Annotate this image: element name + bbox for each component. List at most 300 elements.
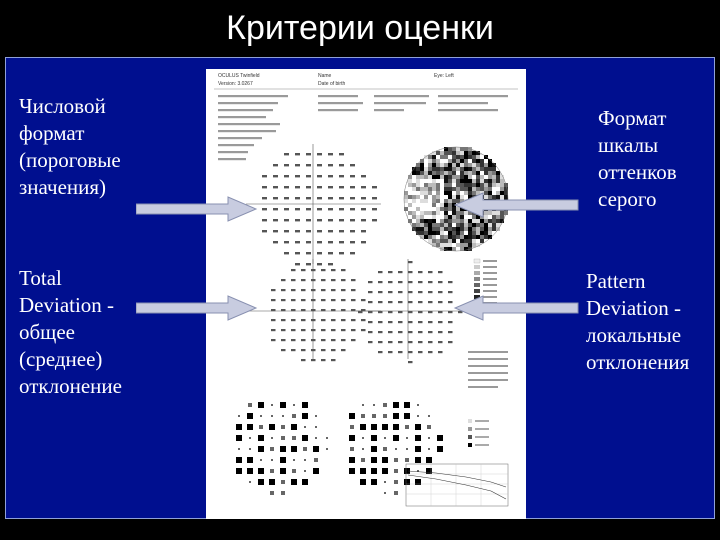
map-cell <box>317 175 322 177</box>
gray-cell <box>464 227 468 231</box>
map-cell <box>438 331 443 333</box>
gray-cell <box>416 179 420 183</box>
map-cell <box>311 279 316 281</box>
map-cell <box>328 241 333 243</box>
gray-cell <box>440 155 444 159</box>
map-cell <box>321 289 326 291</box>
prob-symbol <box>362 448 364 450</box>
gray-cell <box>440 183 444 187</box>
map-cell <box>368 301 373 303</box>
map-cell <box>388 341 393 343</box>
map-cell <box>448 321 453 323</box>
gray-cell <box>420 215 424 219</box>
gray-cell <box>424 179 428 183</box>
gray-cell <box>480 171 484 175</box>
prob-symbol <box>302 435 308 441</box>
gray-cell <box>488 171 492 175</box>
gray-cell <box>480 183 484 187</box>
map-cell <box>368 341 373 343</box>
printout-dob-label: Date of birth <box>318 81 346 87</box>
gray-cell <box>464 231 468 235</box>
prob-symbol <box>382 457 388 463</box>
prob-symbol <box>371 424 377 430</box>
map-cell <box>328 219 333 221</box>
map-cell <box>341 279 346 281</box>
map-cell <box>331 359 336 361</box>
map-cell <box>273 186 278 188</box>
gray-cell <box>472 167 476 171</box>
gray-cell <box>412 223 416 227</box>
slide-title: Критерии оценки <box>226 9 494 47</box>
map-cell <box>388 351 393 353</box>
gray-cell <box>460 155 464 159</box>
prob-symbol <box>417 415 419 417</box>
prob-symbol <box>371 479 377 485</box>
map-cell <box>388 331 393 333</box>
map-cell <box>418 291 423 293</box>
map-cell <box>339 230 344 232</box>
gray-cell <box>428 227 432 231</box>
gray-cell <box>432 235 436 239</box>
label-line: отклонения <box>586 350 690 374</box>
gray-cell <box>484 183 488 187</box>
gray-cell <box>496 175 500 179</box>
map-cell <box>262 219 267 221</box>
gray-cell <box>404 199 408 203</box>
map-cell <box>321 269 326 271</box>
gray-cell <box>424 231 428 235</box>
gray-cell <box>496 223 500 227</box>
map-cell <box>408 341 413 343</box>
gray-cell <box>468 239 472 243</box>
gray-cell <box>412 175 416 179</box>
gray-cell <box>424 235 428 239</box>
map-cell <box>328 208 333 210</box>
gray-cell <box>416 183 420 187</box>
map-cell <box>358 311 363 313</box>
map-cell <box>295 263 300 265</box>
gray-cell <box>464 151 468 155</box>
prob-symbol <box>394 458 398 462</box>
map-cell <box>291 339 296 341</box>
map-cell <box>341 269 346 271</box>
map-cell <box>418 301 423 303</box>
map-cell <box>301 359 306 361</box>
map-cell <box>361 319 366 321</box>
gray-cell <box>456 235 460 239</box>
gray-cell <box>476 163 480 167</box>
prob-symbol <box>236 457 242 463</box>
gray-cell <box>440 215 444 219</box>
map-cell <box>418 271 423 273</box>
label-line: шкалы <box>598 133 659 157</box>
gray-cell <box>444 159 448 163</box>
gray-cell <box>448 167 452 171</box>
prob-symbol <box>258 468 264 474</box>
map-cell <box>311 349 316 351</box>
gray-cell <box>472 227 476 231</box>
map-cell <box>428 321 433 323</box>
gray-cell <box>436 203 440 207</box>
map-cell <box>438 291 443 293</box>
gray-cell <box>492 223 496 227</box>
gray-cell <box>432 227 436 231</box>
map-cell <box>398 311 403 313</box>
gray-cell <box>484 227 488 231</box>
prob-symbol <box>404 413 410 419</box>
gray-cell <box>416 215 420 219</box>
gray-cell <box>492 179 496 183</box>
map-cell <box>341 299 346 301</box>
gray-cell <box>448 231 452 235</box>
prob-symbol <box>315 426 317 428</box>
gray-cell <box>464 163 468 167</box>
map-cell <box>321 329 326 331</box>
map-cell <box>295 175 300 177</box>
map-cell <box>408 351 413 353</box>
gray-cell <box>416 175 420 179</box>
gray-cell <box>456 183 460 187</box>
gray-cell <box>420 211 424 215</box>
gray-cell <box>412 195 416 199</box>
map-cell <box>368 321 373 323</box>
prob-symbol <box>249 437 251 439</box>
gray-cell <box>420 195 424 199</box>
map-cell <box>317 153 322 155</box>
prob-symbol <box>383 414 387 418</box>
gray-cell <box>448 155 452 159</box>
gray-cell <box>448 235 452 239</box>
map-cell <box>361 329 366 331</box>
prob-symbol <box>313 446 319 452</box>
gray-cell <box>408 195 412 199</box>
label-line: отклонение <box>19 374 122 398</box>
gray-cell <box>428 231 432 235</box>
prob-symbol <box>236 435 242 441</box>
gray-cell <box>428 179 432 183</box>
gray-cell <box>448 199 452 203</box>
gray-cell <box>432 191 436 195</box>
gray-cell <box>468 167 472 171</box>
prob-symbol <box>259 425 263 429</box>
gray-cell <box>424 227 428 231</box>
prob-symbol <box>405 425 409 429</box>
gray-cell <box>452 243 456 247</box>
gray-cell <box>436 171 440 175</box>
map-cell <box>281 349 286 351</box>
gray-cell <box>476 227 480 231</box>
gray-cell <box>428 195 432 199</box>
map-cell <box>448 341 453 343</box>
map-cell <box>341 309 346 311</box>
gray-cell <box>424 215 428 219</box>
gray-cell <box>424 199 428 203</box>
gray-cell <box>468 155 472 159</box>
gray-cell <box>460 167 464 171</box>
gray-cell <box>424 195 428 199</box>
gray-cell <box>444 151 448 155</box>
map-cell <box>361 208 366 210</box>
map-cell <box>328 175 333 177</box>
gray-cell <box>476 235 480 239</box>
map-cell <box>388 281 393 283</box>
map-cell <box>273 208 278 210</box>
map-cell <box>311 299 316 301</box>
gray-cell <box>420 199 424 203</box>
map-cell <box>350 208 355 210</box>
gray-cell <box>500 183 504 187</box>
gray-cell <box>484 235 488 239</box>
gray-cell <box>436 231 440 235</box>
gray-cell <box>412 191 416 195</box>
prob-symbol <box>394 491 398 495</box>
pattern-probability-map <box>349 402 443 495</box>
gray-cell <box>432 195 436 199</box>
gray-cell <box>444 155 448 159</box>
gray-cell <box>448 191 452 195</box>
gray-cell <box>408 203 412 207</box>
gray-cell <box>436 207 440 211</box>
gray-cell <box>484 171 488 175</box>
gray-cell <box>440 199 444 203</box>
gray-cell <box>476 171 480 175</box>
gray-cell <box>444 175 448 179</box>
map-cell <box>350 219 355 221</box>
map-cell <box>295 208 300 210</box>
gray-cell <box>480 227 484 231</box>
gray-cell <box>420 179 424 183</box>
gray-cell <box>452 183 456 187</box>
gray-cell <box>432 167 436 171</box>
gray-cell <box>416 191 420 195</box>
map-cell <box>321 349 326 351</box>
map-cell <box>306 197 311 199</box>
map-cell <box>284 197 289 199</box>
map-cell <box>284 219 289 221</box>
arrow-grayscale <box>453 191 581 221</box>
label-pattern-deviation <box>586 268 716 376</box>
gray-cell <box>444 171 448 175</box>
prob-symbol <box>260 415 262 417</box>
map-cell <box>281 339 286 341</box>
map-cell <box>295 197 300 199</box>
gray-cell <box>440 219 444 223</box>
prob-symbol <box>280 446 286 452</box>
gray-cell <box>432 215 436 219</box>
prob-symbol <box>349 413 355 419</box>
gray-cell <box>472 171 476 175</box>
map-cell <box>418 351 423 353</box>
prob-symbol <box>304 459 306 461</box>
gray-cell <box>452 227 456 231</box>
map-cell <box>321 359 326 361</box>
gray-cell <box>452 167 456 171</box>
gray-cell <box>416 171 420 175</box>
prob-symbol <box>315 437 317 439</box>
prob-symbol <box>426 457 432 463</box>
gray-cell <box>448 187 452 191</box>
map-cell <box>368 291 373 293</box>
prob-symbol <box>383 447 387 451</box>
prob-symbol <box>383 403 387 407</box>
gray-cell <box>436 167 440 171</box>
map-cell <box>284 186 289 188</box>
gray-cell <box>488 167 492 171</box>
map-cell <box>331 309 336 311</box>
gray-cell <box>428 163 432 167</box>
label-numeric-format <box>19 93 149 201</box>
pattern-deviation-map <box>356 259 463 363</box>
map-cell <box>328 252 333 254</box>
gray-cell <box>440 171 444 175</box>
map-cell <box>301 319 306 321</box>
prob-symbol <box>415 424 421 430</box>
map-cell <box>311 319 316 321</box>
gray-cell <box>472 163 476 167</box>
map-cell <box>372 186 377 188</box>
gray-cell <box>444 167 448 171</box>
prob-symbol <box>314 458 318 462</box>
prob-symbol <box>393 413 399 419</box>
gray-cell <box>476 231 480 235</box>
map-cell <box>306 175 311 177</box>
gray-cell <box>484 231 488 235</box>
map-cell <box>350 175 355 177</box>
gray-cell <box>448 207 452 211</box>
gray-cell <box>440 211 444 215</box>
gray-cell <box>432 175 436 179</box>
prob-symbol <box>427 425 431 429</box>
map-cell <box>321 339 326 341</box>
gray-cell <box>472 231 476 235</box>
prob-symbol <box>258 435 264 441</box>
gray-cell <box>420 227 424 231</box>
map-cell <box>341 339 346 341</box>
gray-cell <box>460 235 464 239</box>
map-cell <box>351 329 356 331</box>
gray-cell <box>460 239 464 243</box>
map-cell <box>398 331 403 333</box>
map-cell <box>438 321 443 323</box>
gray-cell <box>432 171 436 175</box>
gray-cell <box>456 163 460 167</box>
prob-symbol <box>384 481 386 483</box>
gray-cell <box>416 211 420 215</box>
map-cell <box>438 271 443 273</box>
gray-cell <box>476 179 480 183</box>
gray-cell <box>468 163 472 167</box>
prob-symbol <box>371 446 377 452</box>
prob-symbol <box>360 424 366 430</box>
gray-cell <box>408 187 412 191</box>
prob-symbol <box>249 481 251 483</box>
prob-symbol <box>247 413 253 419</box>
prob-symbol <box>302 479 308 485</box>
gray-cell <box>452 151 456 155</box>
gray-cell <box>460 223 464 227</box>
gray-cell <box>480 163 484 167</box>
gray-cell <box>428 183 432 187</box>
map-cell <box>438 341 443 343</box>
gray-cell <box>484 175 488 179</box>
prob-symbol <box>280 468 286 474</box>
gray-cell <box>412 199 416 203</box>
map-cell <box>321 279 326 281</box>
gray-cell <box>428 159 432 163</box>
gray-cell <box>428 235 432 239</box>
gray-cell <box>484 179 488 183</box>
prob-symbol <box>315 415 317 417</box>
gray-cell <box>436 159 440 163</box>
prob-symbol <box>350 447 354 451</box>
map-cell <box>295 153 300 155</box>
map-cell <box>311 339 316 341</box>
gray-cell <box>420 167 424 171</box>
gray-cell <box>412 179 416 183</box>
gray-cell <box>480 175 484 179</box>
map-cell <box>339 219 344 221</box>
gray-cell <box>432 207 436 211</box>
map-cell <box>368 311 373 313</box>
prob-symbol <box>428 437 430 439</box>
gray-cell <box>452 247 456 251</box>
prob-symbol <box>270 491 274 495</box>
gray-cell <box>420 171 424 175</box>
gray-cell <box>456 223 460 227</box>
gray-cell <box>476 155 480 159</box>
map-cell <box>368 281 373 283</box>
gray-cell <box>452 163 456 167</box>
map-cell <box>428 271 433 273</box>
prob-symbol <box>293 404 295 406</box>
map-cell <box>306 186 311 188</box>
gray-cell <box>456 227 460 231</box>
map-cell <box>284 175 289 177</box>
map-cell <box>448 281 453 283</box>
map-cell <box>351 289 356 291</box>
gray-cell <box>436 163 440 167</box>
gray-cell <box>480 235 484 239</box>
gray-cell <box>464 167 468 171</box>
gray-cell <box>408 207 412 211</box>
gray-cell <box>460 227 464 231</box>
gray-cell <box>412 171 416 175</box>
gray-cell <box>448 175 452 179</box>
label-line: Deviation - <box>586 296 682 320</box>
gray-cell <box>480 231 484 235</box>
map-cell <box>295 252 300 254</box>
gray-cell <box>456 247 460 251</box>
gray-cell <box>416 223 420 227</box>
gray-cell <box>476 183 480 187</box>
map-cell <box>361 241 366 243</box>
gray-cell <box>424 167 428 171</box>
map-cell <box>281 319 286 321</box>
gray-cell <box>460 231 464 235</box>
gray-cell <box>428 215 432 219</box>
map-cell <box>418 341 423 343</box>
map-cell <box>291 269 296 271</box>
prob-symbol <box>303 447 307 451</box>
gray-cell <box>468 235 472 239</box>
gray-cell <box>456 175 460 179</box>
label-grayscale-format <box>598 105 708 213</box>
map-cell <box>398 291 403 293</box>
map-cell <box>317 197 322 199</box>
map-cell <box>398 301 403 303</box>
gray-cell <box>428 219 432 223</box>
prob-symbol <box>258 402 264 408</box>
